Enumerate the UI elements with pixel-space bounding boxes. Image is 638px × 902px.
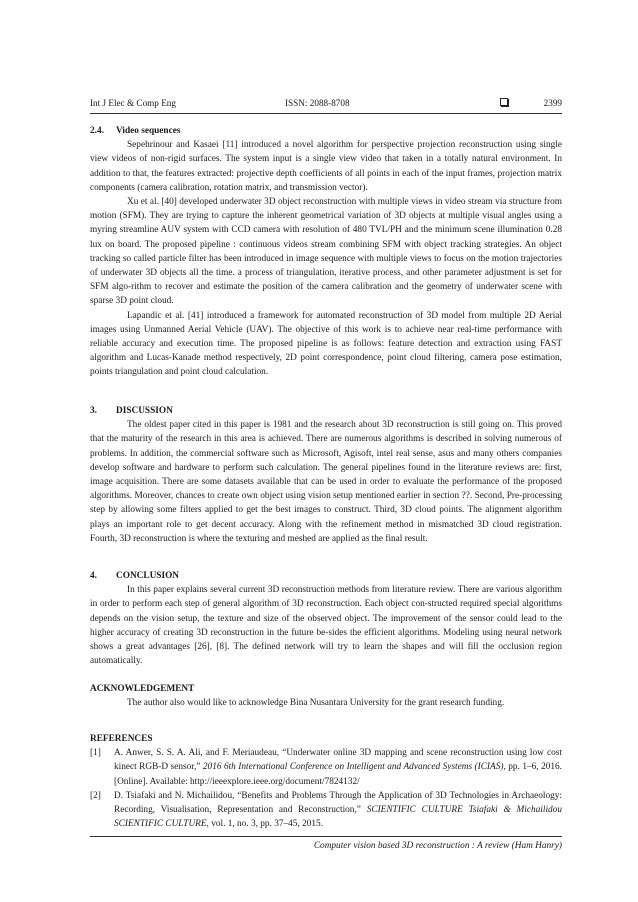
journal-name: Int J Elec & Comp Eng xyxy=(90,98,176,108)
section-heading: ACKNOWLEDGEMENT xyxy=(90,684,195,694)
paper-page xyxy=(90,0,562,902)
reference-text xyxy=(114,746,562,789)
reference-authors: D. Tsiafaki and N. Michailidou, “Benefits and Problems Through the Application of 3D Technologies in Archaeology: Recording, Visualisation, Representation and Reconstruction,” xyxy=(114,790,562,816)
reference-item xyxy=(90,746,562,789)
paragraph: The author also would like to acknowledge Bina Nusantara University for the grant research funding. xyxy=(127,698,505,709)
running-footer: Computer vision based 3D reconstruction : A review (Ham Hanry) xyxy=(313,841,562,851)
paragraph: Xu et al. [40] developed underwater 3D object reconstruction with multiple views in video stream via structure from motion (SFM). They are trying to capture the inherent geometrical variation of 3D objects at multiple visual angles using a myring streamline AUV system with CCD camera with resolution of 480 TVL/PH and the minimum scene illumination 0.28 lux on board. The proposed pipeline : continuous videos stream combining SFM with object tracking strategies. An object tracking so called particle filter has been introduced in image sequence with multiple views to focus on the motion trajectories of underwater 3D objects all the time. a process of triangulation, iterative process, and other parameter adjustment is set for SFM algo-rithm to recover and estimate the position of the camera calibration and the geometry of underwater scene with sparse 3D point cloud. xyxy=(90,197,562,307)
section-discussion xyxy=(90,404,562,546)
section-title: CONCLUSION xyxy=(116,571,180,581)
reference-item xyxy=(90,789,562,832)
section-heading: REFERENCES xyxy=(90,734,153,744)
running-header xyxy=(90,96,562,110)
section-heading xyxy=(90,404,562,418)
section-number: 3. xyxy=(90,406,97,416)
paragraph: The oldest paper cited in this paper is 1981 and the research about 3D reconstruction is still going on. This proved that the maturity of the research in this area is achieved. There are numerous algorithms is described in solving numerous of problems. In addition, the commercial software such as Microsoft, Agisoft, intel real sense, asus and many others companies develop software and hardware to perform such calculation. The general pipelines found in the literature reviews are: first, image acquisition. There are some datasets available that can be used in order to evaluate the performance of the proposed algorithms. Moreover, chances to create own object using vision setup mentioned earlier in section ??. Second, Pre-processing step by allowing some filters applied to get the best images to construct. Third, 3D cloud points. The alignment algorithm plays an important role to get decent accuracy. Along with the refinement method in mismatched 3D cloud registration. Fourth, 3D reconstruction is where the texturing and meshed are applied as the final result. xyxy=(90,420,562,544)
square-box-icon xyxy=(500,98,508,106)
paragraph: In this paper explains several current 3D reconstruction methods from literature review. There are various algorithm in order to perform each step of general algorithm of 3D reconstruction. Each object con-structed required special algorithms depends on the vision setup, the texture and size of the observed object. The improvement of the sensor could lead to the higher accuracy of creating 3D reconstruction in the future be-sides the efficient algorithms. Modeling using neural network shows a great advantages [26], [8]. The defined network will try to learn the shapes and will fill the occlusion region automatically. xyxy=(90,585,562,667)
reference-number: [1] xyxy=(90,748,101,759)
reference-venue: 2016 6th International Conference on Intelligent and Advanced Systems (ICIAS) xyxy=(202,762,504,773)
section-number: 2.4. xyxy=(90,126,104,136)
section-title: Video sequences xyxy=(116,126,181,136)
section-conclusion xyxy=(90,569,562,668)
paragraph: Lapandic et al. [41] introduced a framework for automated reconstruction of 3D model from multiple 2D Aerial images using Unmanned Aerial Vehicle (UAV). The objective of this work is to achieve near real-time performance with reliable accuracy and execution time. The proposed pipeline is as follows: feature detection and extraction using FAST algorithm and Lucas-Kanade method respectively, 2D point correspondence, point cloud filtering, camera pose estimation, points triangulation and point cloud calculation. xyxy=(90,310,562,378)
reference-details: , vol. 1, no. 3, pp. 37–45, 2015. xyxy=(206,819,324,830)
section-title: DISCUSSION xyxy=(116,406,173,416)
reference-venue: SCIENTIFIC CULTURE Tsiafaki & Michailidou SCIENTIFIC CULTURE xyxy=(114,805,562,830)
section-number: 4. xyxy=(90,571,97,581)
page-number: 2399 xyxy=(543,98,562,108)
section-acknowledgement xyxy=(90,682,562,710)
section-heading xyxy=(90,569,562,583)
header-rule xyxy=(90,113,562,114)
section-video-sequences xyxy=(90,124,562,380)
section-references xyxy=(90,732,562,831)
paragraph: Sepehrinour and Kasaei [11] introduced a novel algorithm for perspective projection reconstruction using single view videos of non-rigid surfaces. The system input is a single view video that taken in a totally natural environment. In addition to that, the features extracted: projective depth coefficients of all points in each of the input frames, projection matrix components (camera calibration, rotation matrix, and transmission vector). xyxy=(90,140,562,193)
footer-rule xyxy=(90,836,562,837)
reference-authors: A. Anwer, S. S. A. Ali, and F. Meriaudeau, “Underwater online 3D mapping and scene reconstruction using low cost kinect RGB-D sensor,” xyxy=(114,748,562,773)
reference-number: [2] xyxy=(90,790,101,801)
reference-text xyxy=(114,789,562,832)
reference-details: , pp. 1–6, 2016. [Online]. Available: http://ieeexplore.ieee.org/document/7824132/ xyxy=(114,762,562,787)
section-heading xyxy=(90,124,562,138)
issn-label: ISSN: 2088-8708 xyxy=(285,98,350,108)
